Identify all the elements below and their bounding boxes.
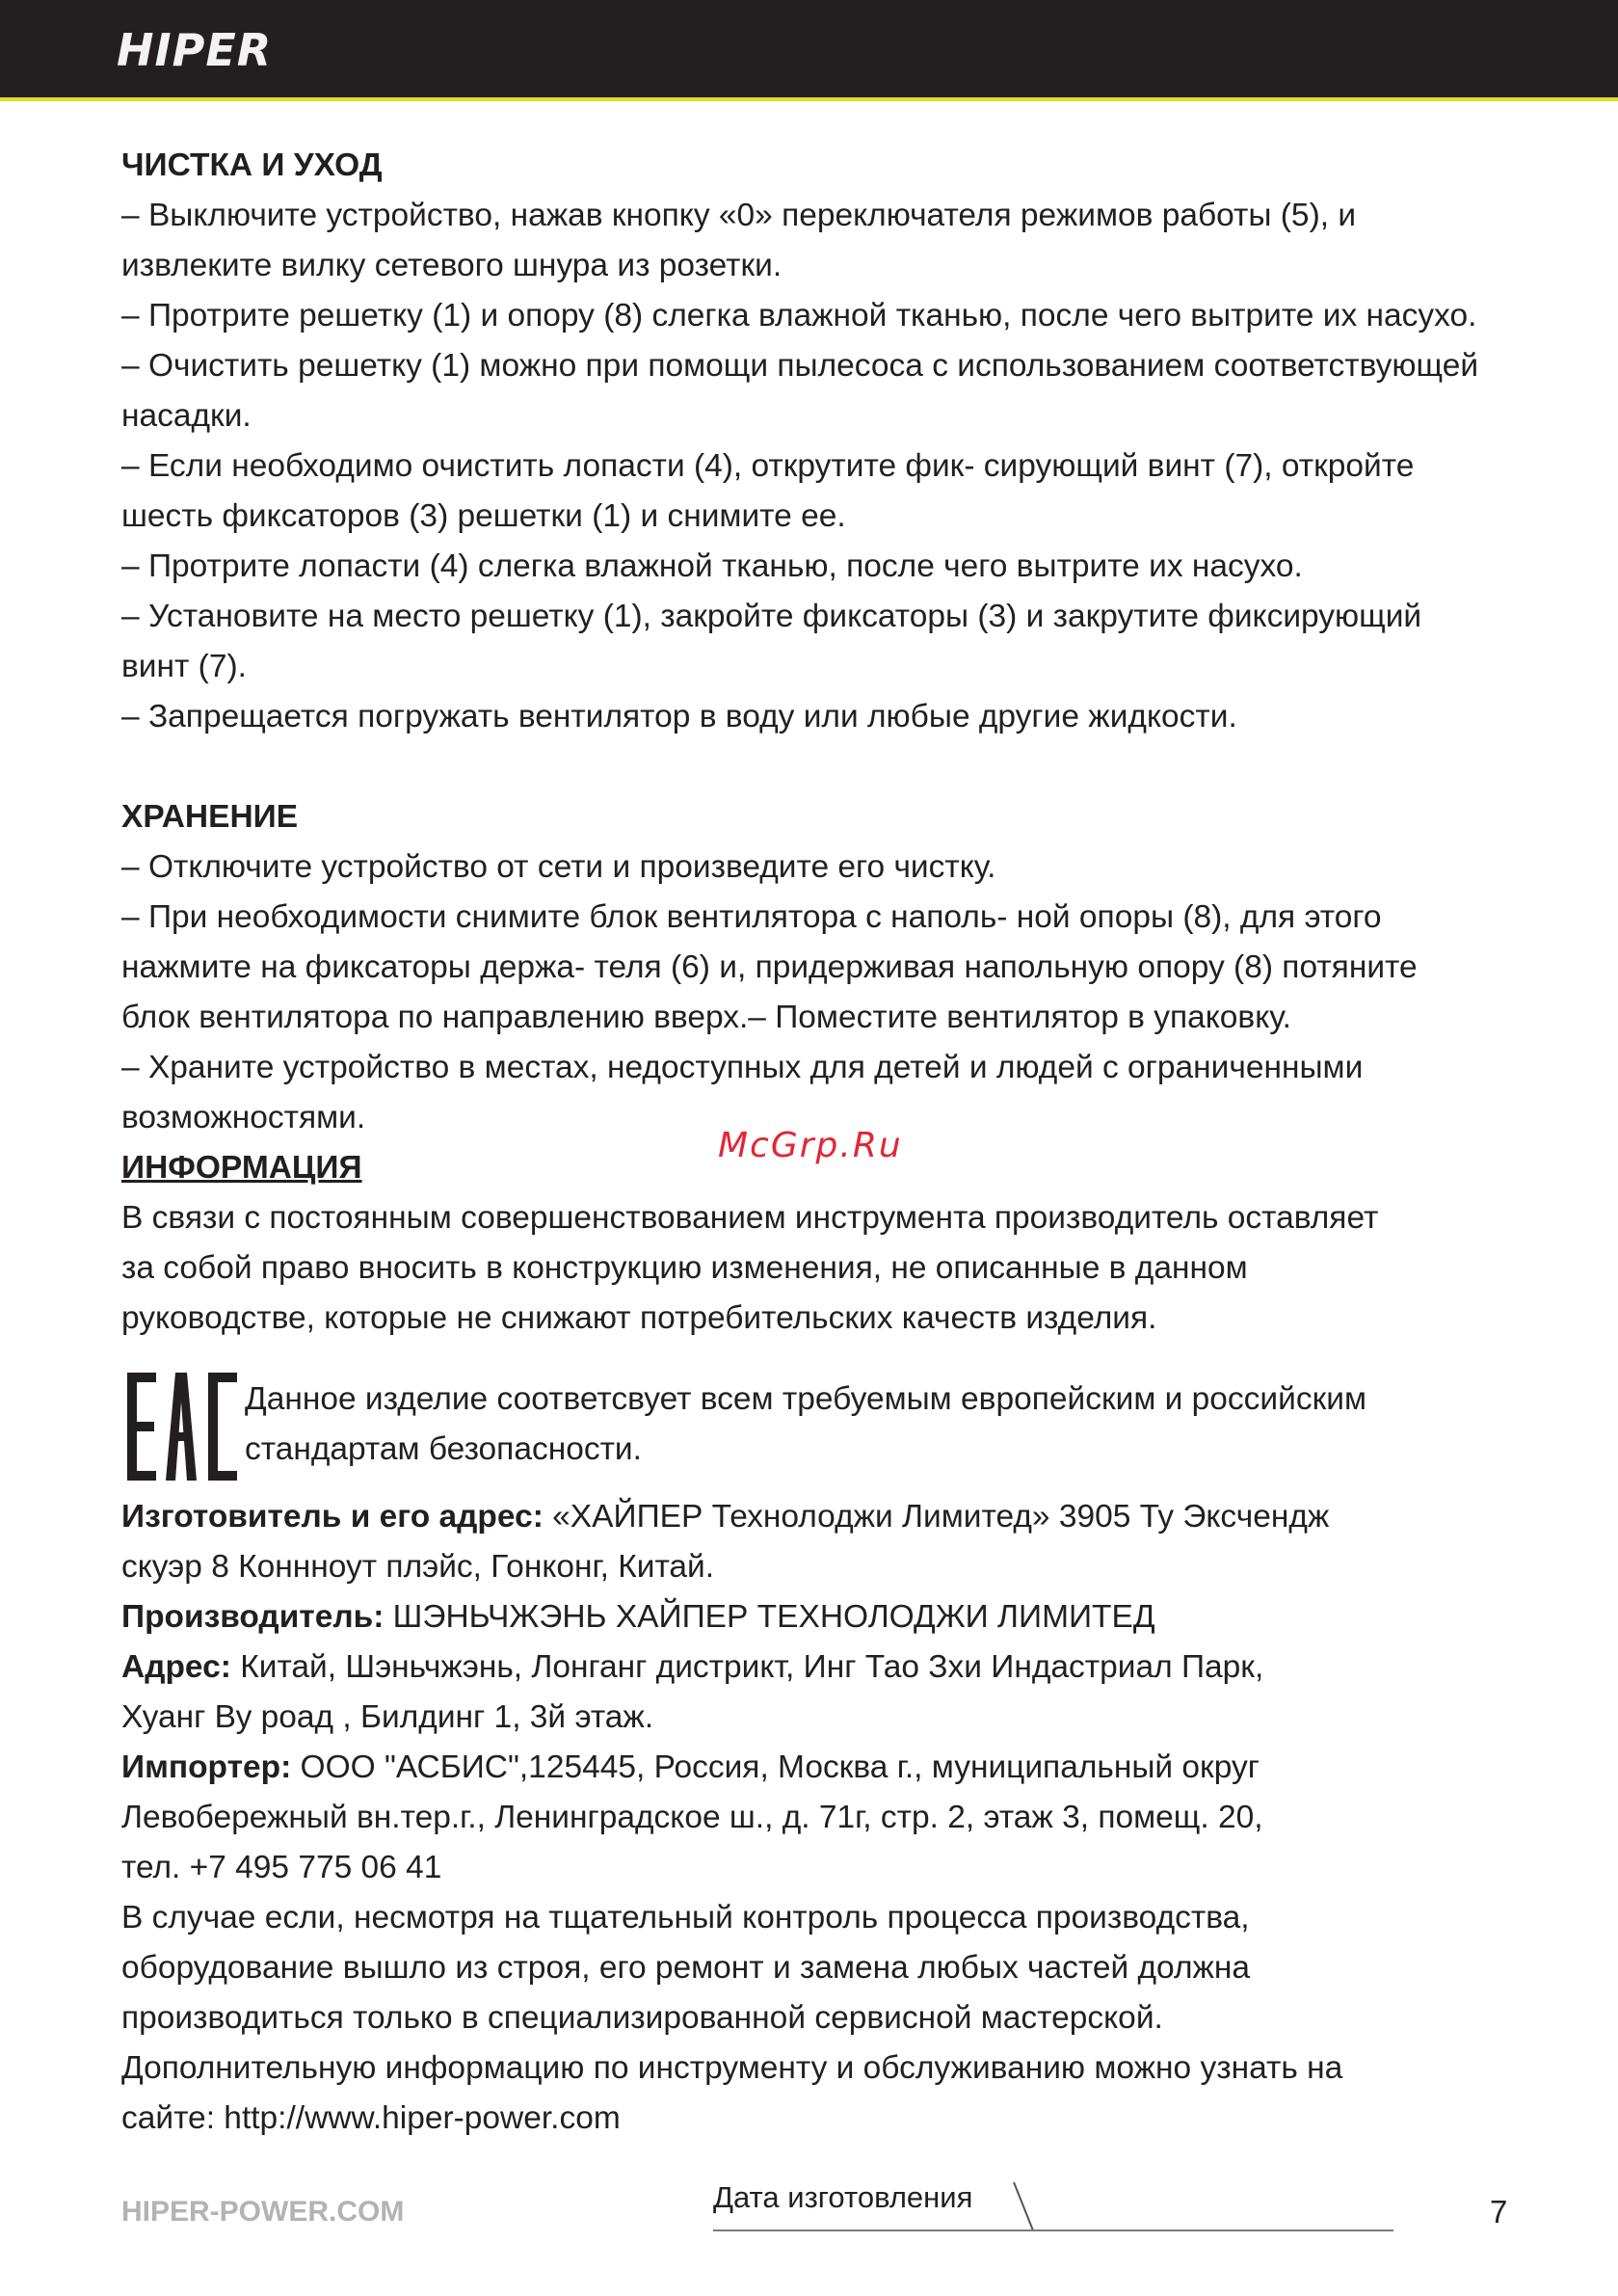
cleaning-line: – Протрите решетку (1) и опору (8) слегка влажной тканью, после чего вытрите их насухо. [121,298,1477,334]
closing-line: сайте: http://www.hiper-power.com [121,2100,621,2136]
cleaning-line: – Если необходимо очистить лопасти (4), открутите фик- сирующий винт (7), откройте [121,448,1415,484]
eac-mark-icon [127,1373,237,1481]
producer-value: ШЭНЬЧЖЭНЬ ХАЙПЕР ТЕХНОЛОДЖИ ЛИМИТЕД [384,1599,1155,1635]
storage-line: блок вентилятора по направлению вверх.– Поместите вентилятор в упаковку. [121,1000,1291,1035]
cleaning-line: насадки. [121,398,252,434]
storage-line: – Храните устройство в местах, недоступных для детей и людей с ограниченными [121,1050,1364,1085]
manufacturer-line [121,1492,1528,1542]
footer-site: HIPER-POWER.COM [121,2196,405,2228]
hiper-logo: HIPER [117,24,273,76]
section-gap [121,742,1528,792]
cleaning-line: извлеките вилку сетевого шнура из розетки. [121,248,782,283]
cleaning-line: – Протрите лопасти (4) слегка влажной тканью, после чего вытрите их насухо. [121,548,1303,584]
page-header [0,0,1618,100]
closing-line: оборудование вышло из строя, его ремонт и замена любых частей должна [121,1950,1251,1986]
importer-value: ООО "АСБИС",125445, Россия, Москва г., муниципальный округ [291,1749,1260,1785]
manufacturer-label: Изготовитель и его адрес: [121,1499,544,1535]
eac-text [245,1375,1526,1475]
info-line: В связи с постоянным совершенствованием инструмента производитель оставляет [121,1200,1379,1236]
manufacture-date-label: Дата изготовления [713,2180,973,2214]
producer-line [121,1592,1528,1642]
header-accent-line [0,97,1618,101]
importer-label: Импортер: [121,1749,292,1785]
manufacturer-value: «ХАЙПЕР Технолоджи Лимитед» 3905 Ту Эксчендж [543,1499,1330,1535]
importer-line: Левобережный вн.тер.г., Ленинградское ш., д. 71г, стр. 2, этаж 3, помещ. 20, [121,1800,1263,1835]
eac-line: Данное изделие соответсвует всем требуемым европейским и российским [245,1381,1367,1417]
cleaning-line: шесть фиксаторов (3) решетки (1) и снимите ее. [121,498,846,534]
cleaning-line: винт (7). [121,649,247,684]
closing-line: производиться только в специализированной сервисной мастерской. [121,2000,1163,2036]
storage-line: – Отключите устройство от сети и произведите его чистку. [121,849,996,885]
importer-line [121,1743,1528,1793]
cleaning-line: – Запрещается погружать вентилятор в воду или любые другие жидкости. [121,699,1237,734]
cleaning-title: ЧИСТКА И УХОД [121,147,383,183]
importer-phone: тел. +7 495 775 06 41 [121,1850,442,1885]
manufacturer-line: скуэр 8 Коннноут плэйс, Гонконг, Китай. [121,1549,715,1585]
cleaning-line: – Установите на место решетку (1), закройте фиксаторы (3) и закрутите фиксирующий [121,599,1422,634]
address-line [121,1642,1528,1693]
storage-line: – При необходимости снимите блок вентилятора с наполь- ной опоры (8), для этого [121,899,1382,935]
cleaning-line: – Выключите устройство, нажав кнопку «0» переключателя режимов работы (5), и [121,198,1357,233]
closing-line: Дополнительную информацию по инструменту и обслуживанию можно узнать на [121,2050,1343,2086]
info-title: ИНФОРМАЦИЯ [121,1150,362,1186]
address-label: Адрес: [121,1649,231,1685]
storage-line: возможностями. [121,1100,366,1135]
address-value: Китай, Шэньчжэнь, Лонганг дистрикт, Инг Тао Зхи Индастриал Парк, [230,1649,1264,1685]
info-line: за собой право вносить в конструкцию изменения, не описанные в данном [121,1250,1248,1286]
manufacture-date-field [713,2229,1393,2231]
page-number: 7 [1490,2194,1508,2229]
eac-line: стандартам безопасности. [245,1431,642,1467]
storage-line: нажмите на фиксаторы держа- теля (6) и, придерживая напольную опору (8) потяните [121,949,1418,985]
cleaning-line: – Очистить решетку (1) можно при помощи пылесоса с использованием соответствующей [121,348,1479,384]
eac-certification [121,1373,1528,1492]
storage-title: ХРАНЕНИЕ [121,799,299,835]
slash-divider-icon [1012,2180,1041,2232]
address-line: Хуанг Ву роад , Билдинг 1, 3й этаж. [121,1699,654,1735]
watermark: McGrp.Ru [718,1126,903,1165]
info-line: руководстве, которые не снижают потребительских качеств изделия. [121,1300,1157,1336]
closing-line: В случае если, несмотря на тщательный контроль процесса производства, [121,1900,1250,1936]
producer-label: Производитель: [121,1599,385,1635]
